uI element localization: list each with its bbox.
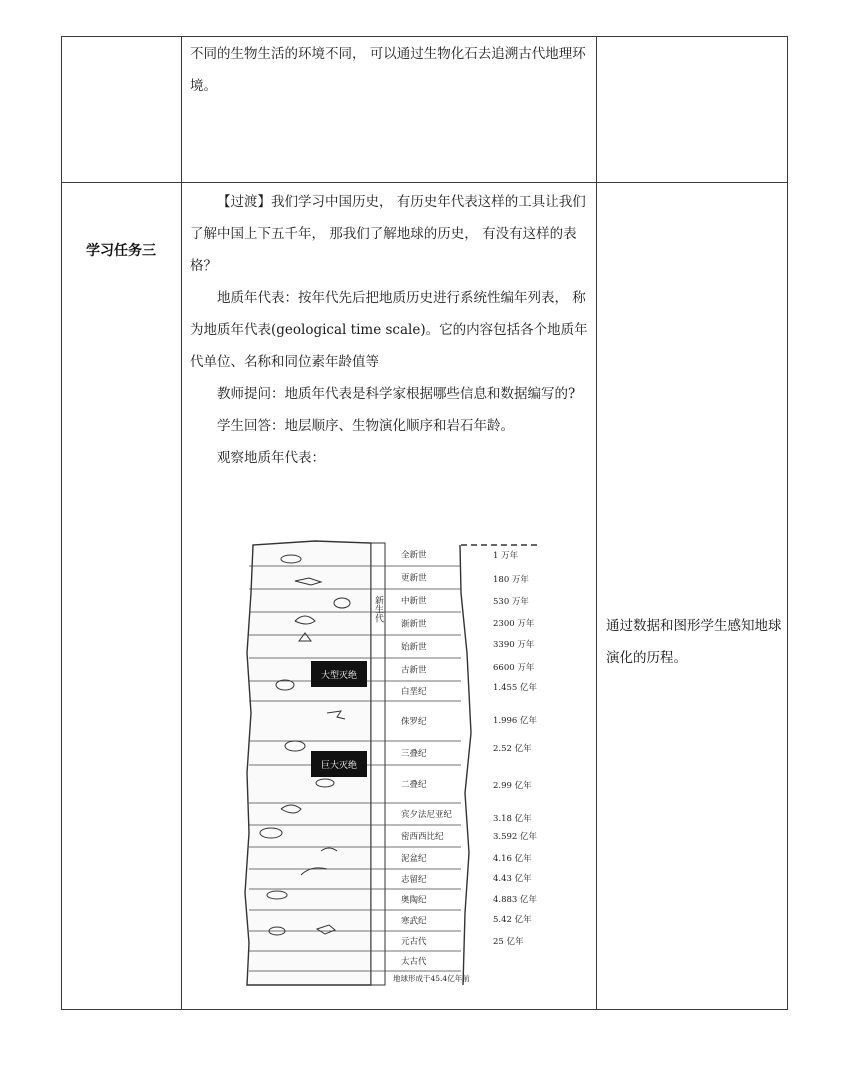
unit-label: 宾夕法尼亚纪 <box>401 810 453 820</box>
unit-label: 太古代 <box>401 957 427 967</box>
age-label: 25 亿年 <box>493 937 524 947</box>
paragraph-student-answer: 学生回答：地层顺序、生物演化顺序和岩石年龄。 <box>217 418 514 434</box>
unit-label: 二叠纪 <box>401 780 427 790</box>
row1-paragraph: 不同的生物生活的环境不同， 可以通过生物化石去追溯古代地理环境。 <box>190 46 586 94</box>
age-label: 2300 万年 <box>493 619 535 629</box>
age-label: 3.592 亿年 <box>493 832 538 842</box>
paragraph-observe: 观察地质年代表： <box>217 450 325 466</box>
column-right-edge <box>460 545 471 985</box>
age-label: 1.996 亿年 <box>493 716 538 726</box>
row1-cell <box>190 38 592 102</box>
row2-note: 通过数据和图形学生感知地球演化的历程。 <box>606 618 782 666</box>
age-label: 180 万年 <box>493 575 529 585</box>
age-label: 6600 万年 <box>493 663 535 673</box>
extinction-label-1: 大型灭绝 <box>320 671 358 681</box>
unit-label: 寒武纪 <box>401 916 427 927</box>
unit-label: 全新世 <box>401 550 427 561</box>
paragraph-definition: 地质年代表：按年代先后把地质历史进行系统性编年列表， 称为地质年代表(geological time scale)。它的内容包括各个地质年代单位、名称和同位素年龄值等 <box>190 290 588 370</box>
paragraph-teacher-question: 教师提问：地质年代表是科学家根据哪些信息和数据编写的? <box>217 386 576 402</box>
age-label: 3.18 亿年 <box>493 814 532 824</box>
unit-label: 始新世 <box>401 642 427 653</box>
age-label: 2.52 亿年 <box>493 744 532 754</box>
unit-label: 三叠纪 <box>401 749 427 759</box>
unit-label: 侏罗纪 <box>401 717 427 727</box>
unit-label: 泥盆纪 <box>401 854 427 864</box>
age-label: 4.16 亿年 <box>493 854 532 864</box>
row2-cell <box>190 186 592 474</box>
geological-time-scale-figure <box>225 533 545 993</box>
age-label: 4.883 亿年 <box>493 895 538 905</box>
age-label: 1 万年 <box>493 551 519 561</box>
extinction-label-2: 巨大灭绝 <box>320 761 358 771</box>
age-label: 3390 万年 <box>493 640 535 650</box>
unit-label: 渐新世 <box>401 619 427 630</box>
age-label: 2.99 亿年 <box>493 781 532 791</box>
age-label: 1.455 亿年 <box>493 683 538 693</box>
unit-label: 白垩纪 <box>401 687 427 697</box>
unit-label: 中新世 <box>401 596 427 607</box>
task-label: 学习任务三 <box>86 243 156 259</box>
unit-label: 古新世 <box>401 665 427 676</box>
unit-label: 更新世 <box>401 573 427 584</box>
age-label: 5.42 亿年 <box>493 915 532 925</box>
age-label: 530 万年 <box>493 597 529 607</box>
unit-label: 奥陶纪 <box>401 895 427 906</box>
era-label: 新生代 <box>373 595 383 623</box>
unit-label: 密西西比纪 <box>401 832 444 842</box>
unit-label: 元古代 <box>401 937 427 947</box>
unit-label: 志留纪 <box>401 875 427 885</box>
paragraph-transition: 【过渡】我们学习中国历史， 有历史年代表这样的工具让我们了解中国上下五千年， 那我们了解地球的历史， 有没有这样的表格？ <box>190 194 586 274</box>
unit-label: 地球形成于45.4亿年前 <box>393 974 470 983</box>
age-label: 4.43 亿年 <box>493 874 532 884</box>
